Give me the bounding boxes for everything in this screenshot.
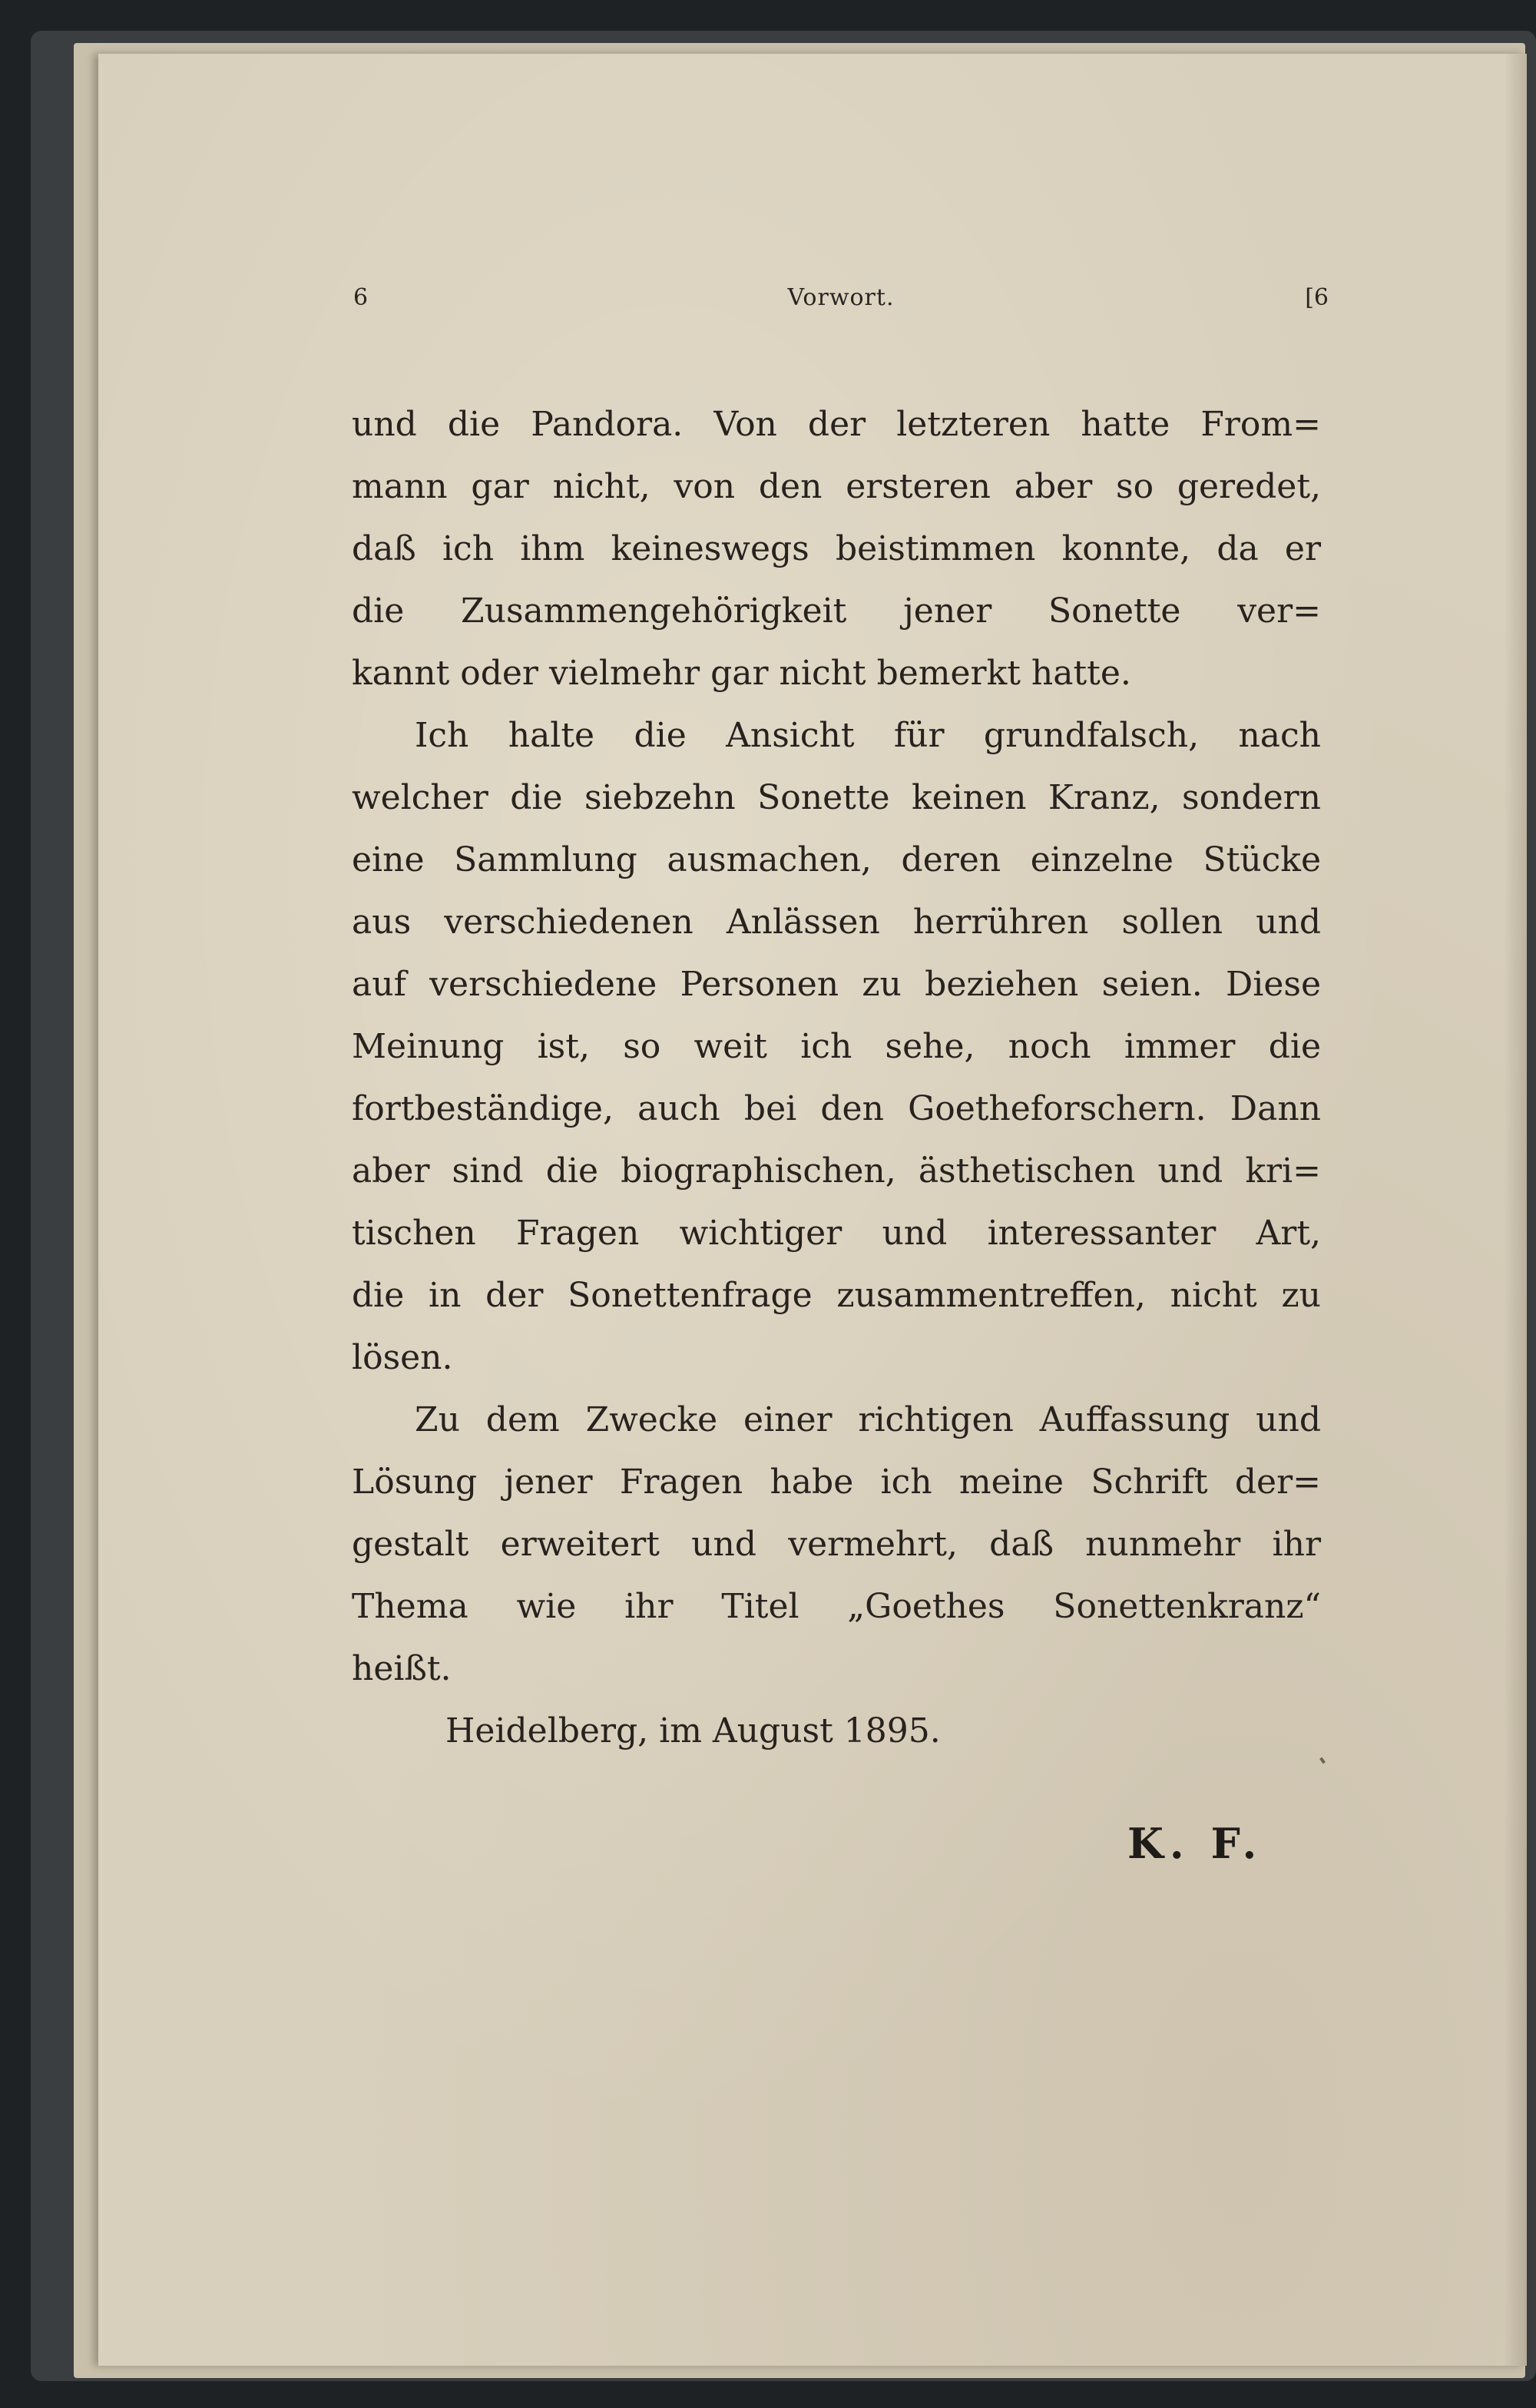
text-line: Thema wie ihr Titel „Goethes Sonettenkranz“ bbox=[352, 1587, 1321, 1626]
text-line: lösen. bbox=[352, 1338, 453, 1377]
page-number-right: [6 bbox=[1305, 284, 1329, 311]
text-line: kannt oder vielmehr gar nicht bemerkt hatte. bbox=[352, 654, 1131, 693]
page-gutter-shadow bbox=[1504, 54, 1527, 2366]
text-line: Meinung ist, so weit ich sehe, noch immer die bbox=[352, 1027, 1321, 1066]
text-line: eine Sammlung ausmachen, deren einzelne Stücke bbox=[352, 840, 1321, 879]
text-line: gestalt erweitert und vermehrt, daß nunmehr ihr bbox=[352, 1525, 1321, 1564]
page-header bbox=[353, 284, 1329, 330]
text-line: fortbeständige, auch bei den Goetheforschern. Dann bbox=[352, 1089, 1321, 1128]
text-line: welcher die siebzehn Sonette keinen Kranz, sondern bbox=[352, 778, 1321, 817]
text-line: heißt. bbox=[352, 1649, 452, 1688]
text-line: und die Pandora. Von der letzteren hatte From= bbox=[352, 405, 1321, 444]
text-line: auf verschiedene Personen zu beziehen seien. Diese bbox=[352, 965, 1321, 1004]
place-date-line: Heidelberg, im August 1895. bbox=[445, 1711, 941, 1751]
text-line: Zu dem Zwecke einer richtigen Auffassung und bbox=[415, 1400, 1321, 1439]
text-line: die in der Sonettenfrage zusammentreffen, nicht zu bbox=[352, 1276, 1321, 1315]
text-line: Ich halte die Ansicht für grundfalsch, nach bbox=[415, 716, 1321, 755]
running-title: Vorwort. bbox=[787, 284, 895, 311]
text-line: aus verschiedenen Anlässen herrühren sollen und bbox=[352, 903, 1321, 942]
page-number-left: 6 bbox=[353, 284, 369, 311]
author-initials-signature: K. F. bbox=[1127, 1819, 1263, 1868]
body-text bbox=[352, 393, 1321, 1700]
text-line: Lösung jener Fragen habe ich meine Schrift der= bbox=[352, 1462, 1321, 1502]
text-line: die Zusammengehörigkeit jener Sonette ver= bbox=[352, 591, 1321, 631]
text-line: daß ich ihm keineswegs beistimmen konnte, da er bbox=[352, 529, 1321, 568]
text-line: aber sind die biographischen, ästhetischen und kri= bbox=[352, 1151, 1321, 1191]
text-line: tischen Fragen wichtiger und interessanter Art, bbox=[352, 1214, 1321, 1253]
text-line: mann gar nicht, von den ersteren aber so geredet, bbox=[352, 467, 1321, 506]
